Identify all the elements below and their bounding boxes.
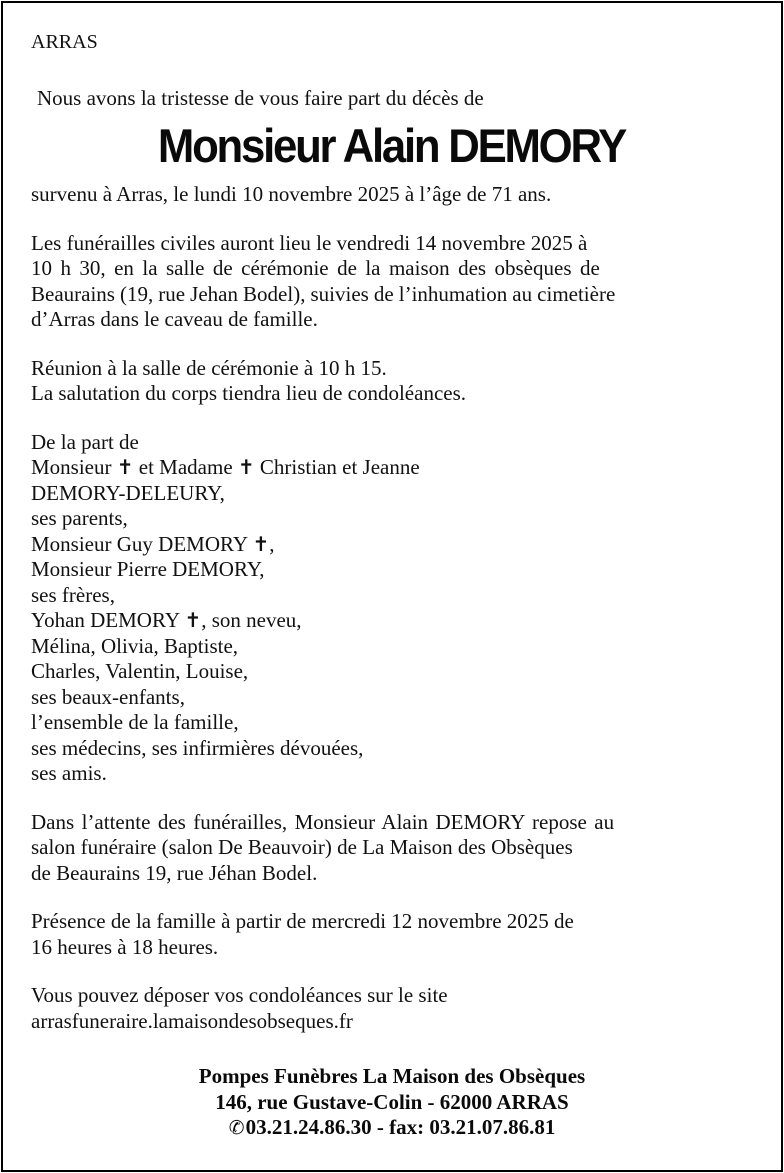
intro-text: Nous avons la tristesse de vous faire part du décès de — [37, 85, 484, 110]
death-notice — [31, 182, 752, 208]
nephew-end: , son neveu, — [201, 608, 302, 632]
company-contact: 03.21.24.86.30 - fax: 03.21.07.86.81 — [245, 1115, 556, 1139]
brother-2-line: Monsieur Pierre DEMORY, — [31, 557, 265, 581]
company-contact-line — [0, 1115, 784, 1142]
parents-firstnames: Christian et Jeanne — [259, 455, 420, 479]
cross-icon: ✝ — [116, 455, 134, 479]
stepchildren-line-2: Charles, Valentin, Louise, — [31, 659, 249, 683]
city-heading: ARRAS — [31, 31, 98, 53]
brothers-label: ses frères, — [31, 582, 115, 607]
family-parents-line — [31, 455, 752, 481]
presence-paragraph — [31, 909, 752, 960]
meeting-paragraph — [31, 356, 752, 407]
stepchildren-line-1: Mélina, Olivia, Baptiste, — [31, 633, 239, 658]
funeral-line-4: d’Arras dans le caveau de famille. — [31, 307, 318, 331]
cross-icon: ✝ — [237, 455, 255, 479]
brother-1-end: , — [269, 531, 275, 556]
presence-line-2: 16 heures à 18 heures. — [31, 934, 219, 959]
meeting-line-2: La salutation du corps tiendra lieu de condoléances. — [31, 381, 467, 405]
company-address: 146, rue Gustave-Colin - 62000 ARRAS — [215, 1089, 569, 1114]
company-name: Pompes Funèbres La Maison des Obsèques — [198, 1064, 586, 1088]
cross-icon: ✝ — [184, 608, 202, 632]
funeral-home-footer — [0, 1064, 784, 1142]
parents-label: ses parents, — [31, 506, 128, 530]
doctors-line: ses médecins, ses infirmières dévouées, — [31, 735, 364, 760]
funeral-line-2: 10 h 30, en la salle de cérémonie de la maison des obsèques de — [31, 256, 600, 280]
parents-title-a: Monsieur — [31, 455, 112, 479]
repose-line-1: Dans l’attente des funérailles, Monsieur Alain DEMORY repose au — [31, 809, 615, 834]
phone-icon: ✆ — [228, 1117, 245, 1139]
cross-icon: ✝ — [252, 531, 270, 556]
parents-title-b: et Madame — [138, 455, 233, 479]
brother-1-line — [31, 532, 752, 558]
family-intro: De la part de — [31, 429, 139, 454]
funeral-line-3: Beaurains (19, rue Jehan Bodel), suivies de l’inhumation au cimetière — [31, 281, 616, 306]
repose-paragraph — [31, 810, 752, 887]
family-paragraph — [31, 430, 752, 787]
deceased-name: Monsieur Alain DEMORY — [157, 119, 626, 172]
funeral-line-1: Les funérailles civiles auront lieu le vendredi 14 novembre 2025 à — [31, 230, 588, 255]
repose-line-2: salon funéraire (salon De Beauvoir) de La Maison des Obsèques — [31, 835, 573, 859]
meeting-line-1: Réunion à la salle de cérémonie à 10 h 15. — [31, 355, 387, 380]
friends-line: ses amis. — [31, 761, 107, 785]
condolences-website: arrasfuneraire.lamaisondesobseques.fr — [31, 1008, 353, 1033]
nephew-name: Yohan DEMORY — [31, 608, 180, 632]
condolences-line: Vous pouvez déposer vos condoléances sur le site — [31, 983, 448, 1007]
obituary-notice — [31, 30, 752, 1034]
funeral-paragraph — [31, 231, 752, 333]
whole-family-line: l’ensemble de la famille, — [31, 710, 239, 734]
condolences-paragraph — [31, 983, 752, 1034]
brother-1-name: Monsieur Guy DEMORY — [31, 531, 248, 556]
parents-surname: DEMORY-DELEURY, — [31, 480, 225, 505]
repose-line-3: de Beaurains 19, rue Jéhan Bodel. — [31, 860, 318, 885]
presence-line-1: Présence de la famille à partir de mercredi 12 novembre 2025 de — [31, 909, 574, 933]
death-notice-line: survenu à Arras, le lundi 10 novembre 2025 à l’âge de 71 ans. — [31, 182, 552, 206]
nephew-line — [31, 608, 752, 634]
stepchildren-label: ses beaux-enfants, — [31, 684, 185, 709]
